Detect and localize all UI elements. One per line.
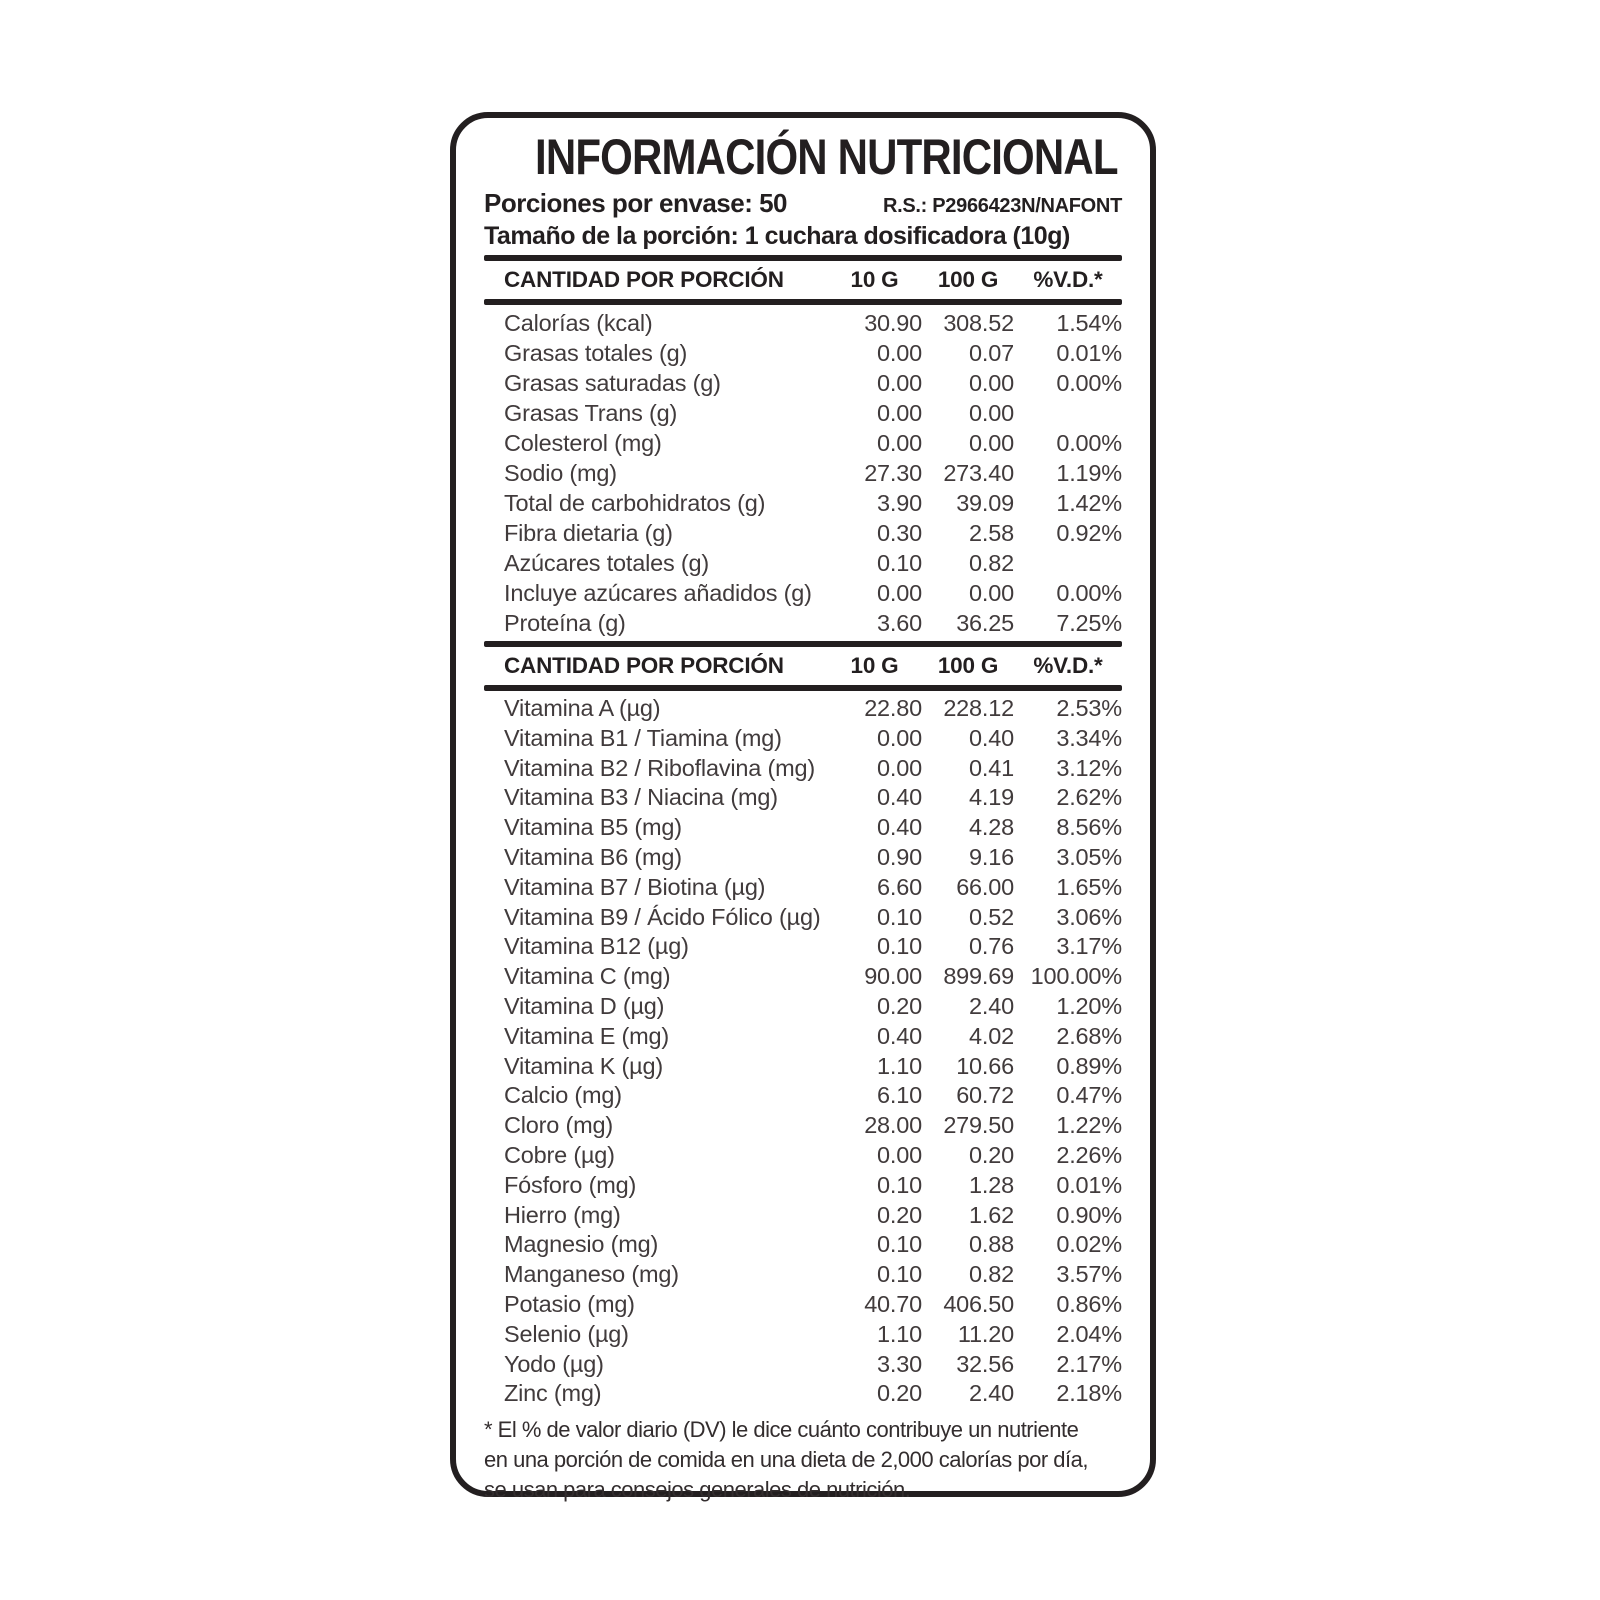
nutrient-per10: 3.60 — [877, 610, 922, 636]
nutrient-vd: 0.00% — [1056, 370, 1122, 396]
nutrient-per10: 22.80 — [864, 695, 922, 721]
nutrient-per100: 4.02 — [969, 1022, 1014, 1049]
nutrient-row — [484, 1230, 1122, 1260]
nutrient-row — [484, 992, 1122, 1022]
nutrient-per10: 0.00 — [877, 724, 922, 751]
nutrient-vd: 3.57% — [1056, 1261, 1122, 1288]
nutrient-name: Total de carbohidratos (g) — [504, 490, 766, 516]
nutrient-vd: 3.17% — [1056, 933, 1122, 960]
nutrient-row — [484, 428, 1122, 458]
nutrient-per100: 0.52 — [969, 903, 1014, 930]
servings-per-container: Porciones por envase: 50 — [484, 188, 788, 218]
nutrient-per10: 6.60 — [877, 873, 922, 900]
nutrient-name: Colesterol (mg) — [504, 430, 662, 456]
macronutrients-table — [484, 308, 1122, 638]
nutrient-name: Manganeso (mg) — [504, 1261, 679, 1288]
nutrient-per100: 0.82 — [969, 1261, 1014, 1288]
nutrient-per10: 0.20 — [877, 1380, 922, 1407]
nutrient-row — [484, 1320, 1122, 1350]
nutrient-per10: 0.40 — [877, 1022, 922, 1049]
nutrient-name: Vitamina B12 (µg) — [504, 933, 689, 960]
nutrient-row — [484, 754, 1122, 784]
footnote-line: en una porción de comida en una dieta de 2,000 calorías por día, — [484, 1447, 1089, 1473]
divider-header-macros — [484, 299, 1122, 305]
nutrient-per10: 3.90 — [877, 490, 922, 516]
nutrient-row — [484, 1022, 1122, 1052]
nutrient-per100: 9.16 — [969, 843, 1014, 870]
nutrient-vd: 1.20% — [1056, 992, 1122, 1019]
nutrition-label — [450, 112, 1156, 1503]
nutrient-name: Proteína (g) — [504, 610, 626, 636]
nutrient-name: Grasas saturadas (g) — [504, 370, 721, 396]
nutrient-per10: 0.00 — [877, 400, 922, 426]
serving-size: Tamaño de la porción: 1 cuchara dosificadora (10g) — [484, 222, 1070, 250]
nutrient-per10: 0.10 — [877, 1261, 922, 1288]
nutrient-vd: 3.06% — [1056, 903, 1122, 930]
nutrient-row — [484, 694, 1122, 724]
nutrient-row — [484, 1111, 1122, 1141]
nutrient-name: Vitamina B9 / Ácido Fólico (µg) — [504, 903, 821, 930]
nutrient-per10: 0.00 — [877, 754, 922, 781]
nutrient-vd: 2.53% — [1056, 695, 1122, 721]
nutrient-vd: 0.00% — [1056, 580, 1122, 606]
nutrient-per100: 4.19 — [969, 784, 1014, 811]
registry-number: R.S.: P2966423N/NAFONT — [882, 195, 1122, 217]
nutrient-vd: 0.89% — [1056, 1052, 1122, 1079]
daily-value-footnote — [484, 1415, 1122, 1505]
nutrient-vd: 0.90% — [1056, 1201, 1122, 1228]
nutrient-name: Zinc (mg) — [504, 1380, 602, 1407]
nutrient-per10: 28.00 — [864, 1112, 922, 1139]
nutrient-per100: 2.40 — [969, 1380, 1014, 1407]
nutrient-per10: 1.10 — [877, 1052, 922, 1079]
table-header-macros — [484, 264, 1122, 296]
nutrient-name: Vitamina B5 (mg) — [504, 814, 682, 841]
nutrient-vd: 1.54% — [1056, 310, 1122, 336]
nutrient-name: Fósforo (mg) — [504, 1171, 637, 1198]
nutrient-row — [484, 724, 1122, 754]
nutrient-per100: 36.25 — [956, 610, 1014, 636]
nutrient-vd: 3.12% — [1056, 754, 1122, 781]
nutrient-per10: 0.00 — [877, 580, 922, 606]
nutrient-per100: 0.20 — [969, 1141, 1014, 1168]
nutrient-vd: 0.00% — [1056, 430, 1122, 456]
nutrient-row — [484, 783, 1122, 813]
nutrient-vd: 0.02% — [1056, 1231, 1122, 1258]
nutrient-row — [484, 1350, 1122, 1380]
nutrient-row — [484, 1081, 1122, 1111]
header-100g: 100 G — [937, 267, 999, 292]
nutrient-per100: 0.00 — [969, 400, 1014, 426]
nutrient-vd: 8.56% — [1056, 814, 1122, 841]
footnote-line: * El % de valor diario (DV) le dice cuánto contribuye un nutriente — [484, 1417, 1079, 1443]
nutrient-name: Hierro (mg) — [504, 1201, 621, 1228]
nutrient-name: Azúcares totales (g) — [504, 550, 709, 576]
nutrient-row — [484, 548, 1122, 578]
header-100g: 100 G — [937, 653, 999, 678]
nutrient-per10: 0.10 — [877, 1171, 922, 1198]
table-header-micros — [484, 650, 1122, 682]
nutrient-row — [484, 873, 1122, 903]
nutrient-row — [484, 813, 1122, 843]
nutrient-per100: 1.28 — [969, 1171, 1014, 1198]
nutrient-per100: 32.56 — [956, 1350, 1014, 1377]
nutrient-per100: 0.07 — [969, 340, 1014, 366]
nutrient-vd: 3.34% — [1056, 724, 1122, 751]
header-10g: 10 G — [850, 653, 899, 678]
nutrient-vd: 0.86% — [1056, 1290, 1122, 1317]
nutrient-row — [484, 903, 1122, 933]
nutrient-per100: 273.40 — [943, 460, 1014, 486]
nutrient-per100: 1.62 — [969, 1201, 1014, 1228]
nutrient-row — [484, 368, 1122, 398]
nutrient-name: Vitamina B2 / Riboflavina (mg) — [504, 754, 815, 781]
nutrient-row — [484, 608, 1122, 638]
nutrient-per100: 308.52 — [943, 310, 1014, 336]
nutrient-name: Vitamina E (mg) — [504, 1022, 670, 1049]
nutrient-per100: 0.00 — [969, 430, 1014, 456]
nutrient-per100: 2.58 — [969, 520, 1014, 546]
nutrient-per10: 27.30 — [864, 460, 922, 486]
nutrient-per100: 11.20 — [957, 1320, 1014, 1347]
nutrient-per100: 0.88 — [969, 1231, 1014, 1258]
nutrient-vd: 0.01% — [1056, 1171, 1122, 1198]
nutrient-name: Magnesio (mg) — [504, 1231, 659, 1258]
nutrient-name: Vitamina B3 / Niacina (mg) — [504, 784, 778, 811]
divider-mid — [484, 641, 1122, 647]
nutrient-per10: 6.10 — [877, 1082, 922, 1109]
nutrient-vd: 0.47% — [1056, 1082, 1122, 1109]
nutrient-row — [484, 932, 1122, 962]
nutrient-per100: 899.69 — [943, 963, 1014, 990]
nutrient-per10: 0.00 — [877, 340, 922, 366]
header-daily-value: %V.D.* — [1033, 653, 1103, 678]
nutrient-name: Vitamina B7 / Biotina (µg) — [504, 873, 766, 900]
nutrient-row — [484, 1171, 1122, 1201]
nutrient-vd: 3.05% — [1056, 843, 1122, 870]
nutrient-vd: 1.42% — [1056, 490, 1122, 516]
nutrient-vd: 2.18% — [1056, 1380, 1122, 1407]
header-amount-per-serving: CANTIDAD POR PORCIÓN — [504, 267, 784, 292]
nutrient-per10: 0.00 — [877, 1141, 922, 1168]
nutrient-per100: 66.00 — [956, 873, 1014, 900]
micronutrients-table — [484, 694, 1122, 1409]
nutrient-per100: 2.40 — [969, 992, 1014, 1019]
nutrient-per10: 0.10 — [877, 933, 922, 960]
nutrient-per100: 4.28 — [969, 814, 1014, 841]
nutrient-name: Grasas totales (g) — [504, 340, 688, 366]
nutrient-per100: 0.41 — [969, 754, 1014, 781]
nutrient-vd: 1.22% — [1056, 1112, 1122, 1139]
nutrient-vd: 0.92% — [1056, 520, 1122, 546]
header-10g: 10 G — [850, 267, 899, 292]
nutrient-vd: 100.00% — [1030, 963, 1122, 990]
nutrient-per100: 0.00 — [969, 580, 1014, 606]
nutrient-name: Cobre (µg) — [504, 1141, 615, 1168]
nutrient-per100: 279.50 — [943, 1112, 1014, 1139]
nutrient-per100: 0.00 — [969, 370, 1014, 396]
nutrient-per100: 0.40 — [969, 724, 1014, 751]
nutrient-per100: 406.50 — [943, 1290, 1014, 1317]
nutrient-name: Calcio (mg) — [504, 1082, 622, 1109]
divider-header-micros — [484, 685, 1122, 691]
nutrient-vd: 2.68% — [1056, 1022, 1122, 1049]
nutrient-per100: 39.09 — [956, 490, 1014, 516]
nutrient-per10: 0.10 — [877, 903, 922, 930]
nutrient-per10: 0.90 — [877, 843, 922, 870]
nutrient-per10: 0.20 — [877, 992, 922, 1019]
nutrient-row — [484, 338, 1122, 368]
nutrient-name: Calorías (kcal) — [504, 310, 653, 336]
nutrient-row — [484, 1201, 1122, 1231]
nutrient-vd: 2.26% — [1056, 1141, 1122, 1168]
nutrient-per100: 228.12 — [943, 695, 1014, 721]
nutrient-name: Fibra dietaria (g) — [504, 520, 673, 546]
nutrient-row — [484, 1379, 1122, 1409]
nutrient-row — [484, 1260, 1122, 1290]
nutrient-name: Vitamina C (mg) — [504, 963, 671, 990]
nutrient-per10: 1.10 — [877, 1320, 922, 1347]
nutrient-per10: 90.00 — [864, 963, 922, 990]
nutrient-per100: 10.66 — [956, 1052, 1014, 1079]
footnote-line: se usan para consejos generales de nutrición. — [484, 1477, 911, 1503]
nutrient-name: Vitamina B1 / Tiamina (mg) — [504, 724, 782, 751]
nutrient-vd: 1.65% — [1056, 873, 1122, 900]
nutrient-name: Vitamina D (µg) — [504, 992, 665, 1019]
nutrient-row — [484, 398, 1122, 428]
nutrient-name: Vitamina K (µg) — [504, 1052, 663, 1079]
label-title: INFORMACIÓN NUTRICIONAL — [535, 129, 1118, 185]
nutrient-row — [484, 1052, 1122, 1082]
nutrient-row — [484, 518, 1122, 548]
nutrient-name: Incluye azúcares añadidos (g) — [504, 580, 812, 606]
nutrient-row — [484, 488, 1122, 518]
nutrient-vd: 1.19% — [1056, 460, 1122, 486]
nutrient-row — [484, 578, 1122, 608]
nutrient-vd: 0.01% — [1056, 340, 1122, 366]
nutrient-per10: 0.20 — [877, 1201, 922, 1228]
divider-top — [484, 255, 1122, 261]
nutrient-name: Potasio (mg) — [504, 1290, 635, 1317]
nutrient-per10: 40.70 — [864, 1290, 922, 1317]
nutrient-name: Yodo (µg) — [504, 1350, 604, 1377]
nutrient-row — [484, 1141, 1122, 1171]
nutrient-name: Sodio (mg) — [504, 460, 617, 486]
nutrient-per10: 0.00 — [877, 430, 922, 456]
servings-row — [484, 188, 1122, 221]
header-daily-value: %V.D.* — [1033, 267, 1103, 292]
nutrient-row — [484, 1290, 1122, 1320]
nutrient-name: Vitamina A (µg) — [504, 695, 661, 721]
header-amount-per-serving: CANTIDAD POR PORCIÓN — [504, 653, 784, 678]
nutrient-per10: 0.10 — [877, 550, 922, 576]
nutrient-vd: 7.25% — [1056, 610, 1122, 636]
nutrient-name: Cloro (mg) — [504, 1112, 613, 1139]
nutrient-vd: 2.04% — [1056, 1320, 1122, 1347]
nutrient-per10: 0.00 — [877, 370, 922, 396]
nutrient-row — [484, 308, 1122, 338]
nutrient-row — [484, 962, 1122, 992]
nutrient-per100: 60.72 — [956, 1082, 1014, 1109]
nutrient-per100: 0.82 — [969, 550, 1014, 576]
nutrient-vd: 2.62% — [1056, 784, 1122, 811]
nutrient-per10: 30.90 — [864, 310, 922, 336]
nutrient-per10: 0.40 — [877, 814, 922, 841]
nutrient-per10: 0.10 — [877, 1231, 922, 1258]
nutrient-per10: 0.40 — [877, 784, 922, 811]
nutrient-name: Grasas Trans (g) — [504, 400, 678, 426]
nutrient-row — [484, 843, 1122, 873]
nutrient-vd: 2.17% — [1056, 1350, 1122, 1377]
nutrient-per10: 3.30 — [877, 1350, 922, 1377]
nutrient-per10: 0.30 — [877, 520, 922, 546]
nutrient-row — [484, 458, 1122, 488]
nutrient-per100: 0.76 — [969, 933, 1014, 960]
nutrient-name: Selenio (µg) — [504, 1320, 629, 1347]
nutrient-name: Vitamina B6 (mg) — [504, 843, 682, 870]
